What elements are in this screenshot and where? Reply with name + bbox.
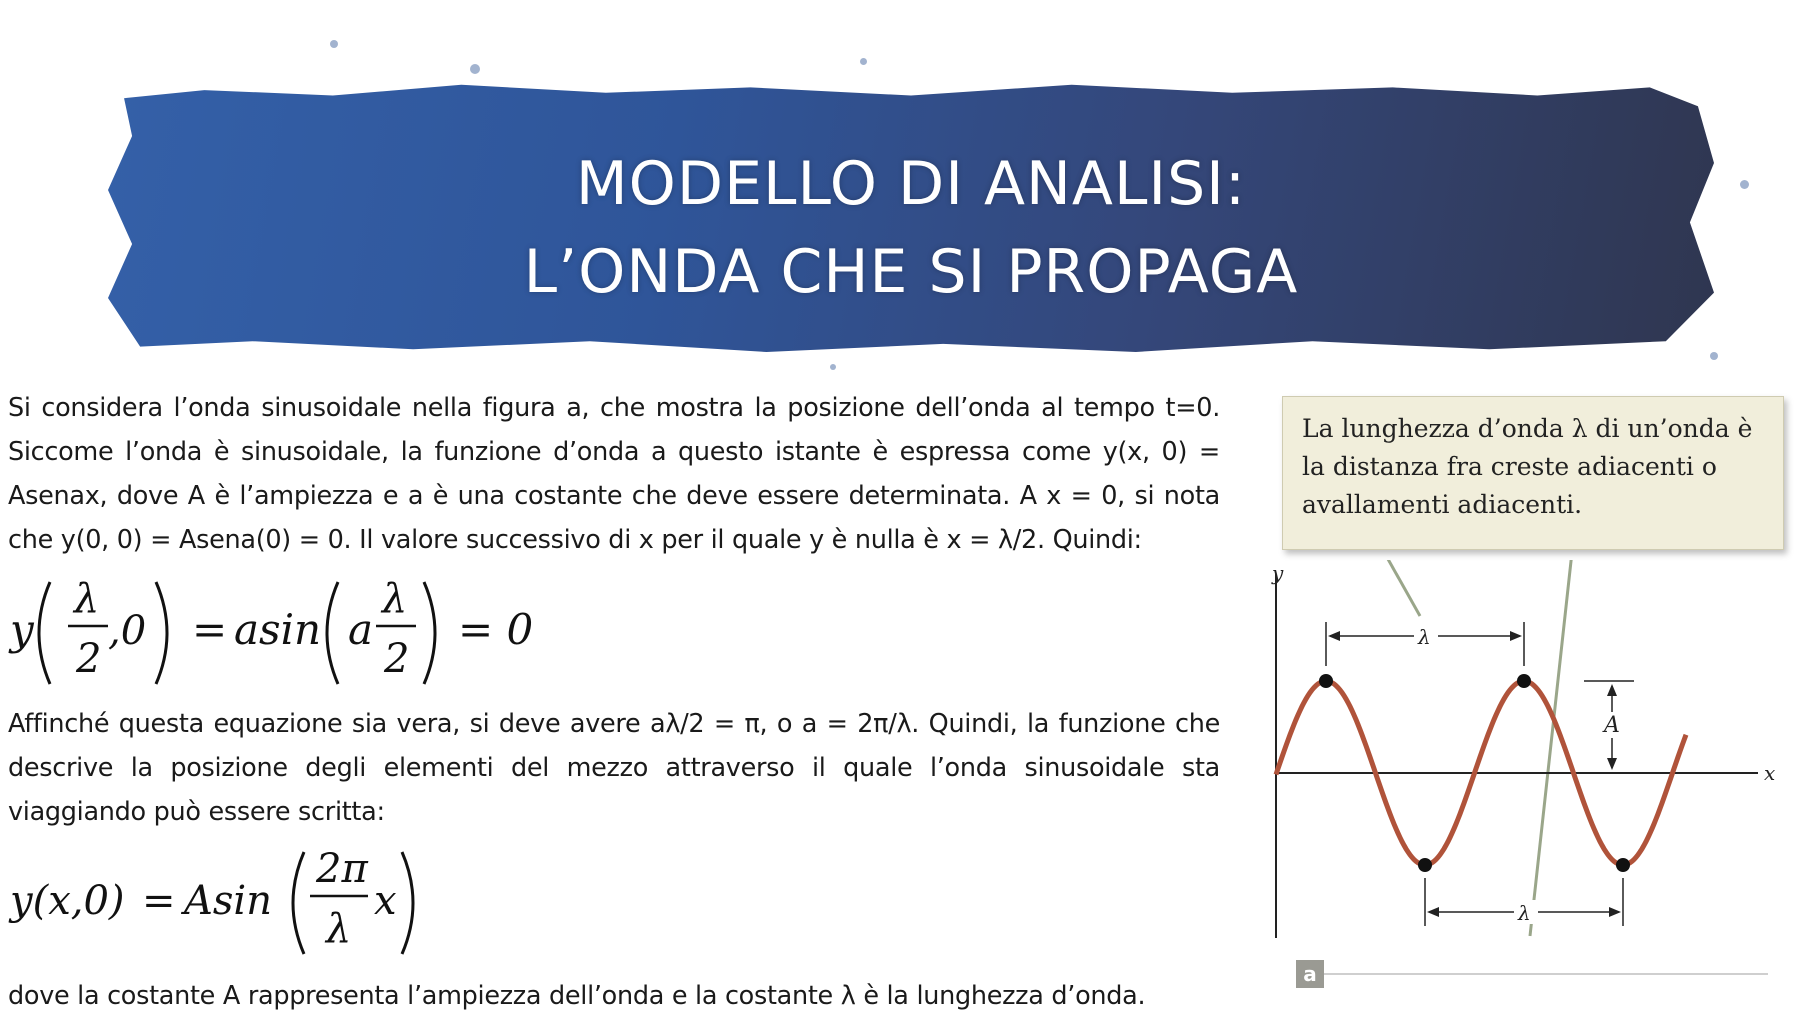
eq1-a: a — [348, 605, 374, 654]
figure-baseline-rule — [1296, 973, 1768, 975]
lambda-top-label: λ — [1418, 625, 1431, 649]
figure-callout-text: La lunghezza d’onda λ di un’onda è la distanza fra creste adiacenti o avallamenti adiacenti. — [1302, 414, 1753, 519]
crest-point — [1517, 674, 1531, 688]
y-axis-label: y — [1272, 561, 1284, 585]
eq1-right-paren — [156, 582, 167, 684]
crest-point — [1319, 674, 1333, 688]
eq1-denominator-2: 2 — [384, 636, 410, 682]
arrowhead — [1607, 758, 1617, 770]
eq2-equals: = — [142, 878, 176, 924]
eq2-lhs: y(x,0) — [10, 878, 125, 924]
trough-point — [1616, 858, 1630, 872]
eq2-asin: Asin — [184, 878, 272, 924]
arrowhead — [1607, 684, 1617, 696]
eq1-y: y — [10, 605, 34, 654]
conclusion-paragraph: dove la costante A rappresenta l’ampiezza dell’onda e la costante λ è la lunghezza d’onda. — [8, 981, 1146, 1011]
page-title-line2: L’ONDA CHE SI PROPAGA — [523, 237, 1299, 307]
intro-paragraph: Si considera l’onda sinusoidale nella figura a, che mostra la posizione dell’onda al tempo t=0. Siccome l’onda è sinusoidale, la funzione d’onda a questo istante è espressa come y(x, 0) = Asenax, dove A è l’ampiezza e a è una costante che deve essere determinata. A x = 0, si nota che y(0, 0) = Asena(0) = 0. Il valore successivo di x per il quale y è nulla è x = λ/2. Quindi: — [8, 393, 1220, 555]
arrowhead — [1510, 631, 1522, 641]
figure-tag: a — [1296, 960, 1324, 988]
eq1-left-paren-2 — [327, 582, 338, 684]
eq2-x: x — [374, 878, 397, 924]
eq1-result: = 0 — [458, 605, 534, 654]
x-axis-label: x — [1764, 761, 1776, 785]
page-title — [108, 140, 1714, 316]
eq1-equals: = — [192, 605, 228, 654]
sinusoidal-wave-figure — [1262, 560, 1782, 980]
paint-splatter — [470, 64, 480, 74]
lambda-bottom-label: λ — [1518, 901, 1531, 925]
eq2-numerator: 2π — [316, 846, 368, 892]
paint-splatter — [830, 364, 836, 370]
derivation-paragraph: Affinché questa equazione sia vera, si deve avere aλ/2 = π, o a = 2π/λ. Quindi, la funzione che descrive la posizione degli elementi del mezzo attraverso il quale l’onda sinusoidale sta viaggiando può essere scritta: — [8, 709, 1220, 827]
equation-y-lambda-half — [6, 568, 566, 698]
eq2-left-paren — [293, 852, 304, 954]
eq1-zero-arg: ,0 — [108, 608, 147, 654]
callout-pointer-left — [1384, 560, 1420, 616]
arrowhead — [1427, 907, 1439, 917]
eq1-numerator: λ — [74, 576, 100, 622]
paint-splatter — [1740, 180, 1749, 189]
page-title-line1: MODELLO DI ANALISI: — [575, 149, 1247, 219]
equation-wave-function — [6, 838, 446, 968]
eq2-right-paren — [402, 852, 413, 954]
arrowhead — [1328, 631, 1340, 641]
paint-splatter — [1710, 352, 1718, 360]
eq1-denominator: 2 — [76, 636, 102, 682]
eq1-right-paren-2 — [424, 582, 435, 684]
eq2-denominator: λ — [326, 906, 352, 952]
eq1-left-paren — [39, 582, 50, 684]
eq1-numerator-2: λ — [382, 576, 408, 622]
paint-splatter — [330, 40, 338, 48]
eq1-asin: asin — [234, 605, 322, 654]
paint-splatter — [860, 58, 867, 65]
trough-point — [1418, 858, 1432, 872]
arrowhead — [1609, 907, 1621, 917]
amplitude-label: A — [1604, 713, 1620, 738]
